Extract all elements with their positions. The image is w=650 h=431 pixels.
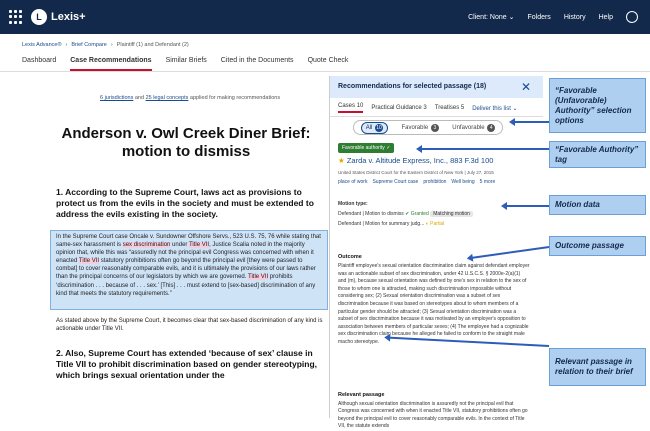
brief-paragraph: As stated above by the Supreme Court, it becomes clear that sex-based discrimination of any kind is actionable under Title VII. bbox=[56, 318, 323, 332]
brief-title: Anderson v. Owl Creek Diner Brief: motion to dismiss bbox=[61, 125, 311, 160]
panel-title: Recommendations for selected passage (18) bbox=[338, 83, 487, 90]
help-link[interactable]: Help bbox=[598, 13, 613, 21]
favorable-authority-badge: Favorable authority ✓ bbox=[338, 143, 394, 153]
section-heading-2: 2. Also, Supreme Court has extended ‘because of sex’ clause in Title VII to prohibit discrimination based on gender stereotyping, which brings sexual orientation under the bbox=[56, 348, 318, 380]
tab-cases[interactable]: Cases 10 bbox=[338, 103, 363, 113]
star-icon: ★ bbox=[338, 156, 345, 165]
section-heading-1: 1. According to the Supreme Court, laws act as provisions to protect us from the evils in the society and must be extended to address the evils existing in the society. bbox=[56, 187, 314, 219]
breadcrumb-brief-compare[interactable]: Brief Compare bbox=[71, 42, 107, 48]
callout-relevant-passage: Relevant passage in relation to their brief bbox=[549, 348, 646, 386]
authority-filter bbox=[353, 120, 503, 135]
filter-unfavorable[interactable]: Unfavorable 4 bbox=[452, 124, 495, 132]
breadcrumb-lexis-advance[interactable]: Lexis Advance® bbox=[22, 42, 62, 48]
app-grid-icon[interactable] bbox=[9, 10, 23, 24]
close-icon[interactable]: ✕ bbox=[520, 80, 531, 94]
court-info: United States District Court for the Eastern District of New York | July 27, 2015 bbox=[338, 170, 494, 175]
applied-filters-note: 6 jurisdictions and 25 legal concepts applied for making recommendations bbox=[100, 95, 281, 101]
outcome-text: Plaintiff employee's sexual orientation discrimination claim against defendant employer was an actionable subset of sex discrimination, under 42 U.S.C.S. § 2000e-2(a)(1) and (m), because sexual orientation was defined by one's sex in relation to the sex of those to whom one is attracted, making such discrimination impossible without considering sex; (2) Sexual orientation discrimination was a subset of sex discrimination because it was based on stereotypes about to whom members of a particular gender should be attracted; (3) Sexual orientation discrimination was a subset of sex discrimination because it was motivated by an employer's opposition to association between members of particular sexes; (4) The employee had a cognizable sex discrimination claim because he alleged he failed to conform to the straight male macho stereotype. bbox=[338, 263, 530, 345]
breadcrumb bbox=[22, 42, 189, 48]
callout-arrow bbox=[513, 121, 549, 123]
legal-concepts-link[interactable]: 25 legal concepts bbox=[145, 95, 189, 101]
top-nav-links bbox=[468, 11, 638, 23]
jurisdictions-link[interactable]: 6 jurisdictions bbox=[100, 95, 134, 101]
case-tags bbox=[338, 179, 495, 185]
tab-divider bbox=[0, 71, 650, 72]
breadcrumb-separator: › bbox=[110, 42, 113, 48]
tag-place-of-work[interactable]: place of work bbox=[338, 179, 368, 185]
recommendations-panel bbox=[329, 76, 542, 430]
folders-link[interactable]: Folders bbox=[527, 13, 551, 21]
outcome-heading: Outcome bbox=[338, 254, 362, 260]
top-navigation-bar bbox=[0, 0, 650, 34]
selected-passage-text[interactable]: In the Supreme Court case Oncale v. Sundowner Offshore Servs., 523 U.S. 75, 76 while stating that same-sex harassment is sex discrimination under Title VII, Justice Scalia noted in the majority opinion that, while this was “assuredly not the principal evil Congress was concerned with when it enacted Title VII statutory prohibitions often go beyond the principal evil [they were passed to combat] to cover reasonably comparable evils, and it is ultimately the provisions of our laws rather than the principal concerns of our legislators by which we are governed. Title VII prohibits ‘discrimination . . . because of . . . sex.’ [This] . . . must extend to [sex-based] discrimination of any kind that meets the statutory requirements.” bbox=[56, 234, 321, 297]
tab-case-recommendations[interactable]: Case Recommendations bbox=[70, 57, 151, 71]
callout-selection-options: “Favorable (Unfavorable) Authority” selection options bbox=[549, 78, 646, 133]
client-selector[interactable]: Client: None ⌄ bbox=[468, 14, 515, 21]
partial-icon: ◐ bbox=[425, 221, 429, 227]
tab-treatises[interactable]: Treatises 5 bbox=[434, 105, 465, 111]
check-circle-icon: ✔ bbox=[405, 211, 410, 217]
relevant-passage-heading: Relevant passage bbox=[338, 392, 385, 398]
motion-row: Defendant | Motion to dismiss ✔ Granted Matching motion bbox=[338, 209, 500, 219]
filter-all[interactable]: All 10 bbox=[361, 122, 388, 134]
callout-arrow bbox=[420, 148, 549, 150]
relevant-passage-text: Although sexual orientation discrimination is assuredly not the principal evil that Congress was concerned with when it enacted Title VII, statutory prohibitions often go beyond the principal evil to cover reasonably comparable evils. In the context of Title VII, the statute extends bbox=[338, 401, 528, 430]
tab-practical-guidance[interactable]: Practical Guidance 3 bbox=[371, 105, 427, 111]
panel-tab-divider bbox=[330, 116, 543, 117]
callout-arrow bbox=[505, 205, 549, 207]
history-link[interactable]: History bbox=[563, 13, 586, 21]
callout-outcome-passage: Outcome passage bbox=[549, 236, 646, 256]
tab-quote-check[interactable]: Quote Check bbox=[307, 57, 349, 64]
callout-favorable-tag: “Favorable Authority” tag bbox=[549, 141, 646, 168]
tag-prohibition[interactable]: prohibition bbox=[423, 179, 447, 185]
motion-row: Defendant | Motion for summary judg... ◐ Partial bbox=[338, 221, 445, 227]
filter-favorable[interactable]: Favorable 3 bbox=[401, 124, 438, 132]
deliver-list-dropdown[interactable]: Deliver this list ⌄ bbox=[472, 105, 518, 112]
case-title-link[interactable]: ★ Zarda v. Altitude Express, Inc., 883 F.3d 100 bbox=[338, 156, 494, 165]
panel-tabs bbox=[338, 103, 518, 113]
breadcrumb-separator: › bbox=[65, 42, 68, 48]
motion-data bbox=[338, 199, 500, 229]
lexis-logo-icon: L bbox=[31, 9, 47, 25]
lexis-logo[interactable]: L Lexis+ bbox=[31, 9, 86, 25]
tag-well-being[interactable]: Well being bbox=[451, 179, 475, 185]
user-icon[interactable] bbox=[626, 11, 638, 23]
motion-type-label: Motion type: bbox=[338, 201, 368, 207]
tab-dashboard[interactable]: Dashboard bbox=[22, 57, 57, 64]
main-tabs bbox=[22, 57, 348, 71]
breadcrumb-current: Plaintiff (1) and Defendant (2) bbox=[116, 42, 189, 48]
tab-similar-briefs[interactable]: Similar Briefs bbox=[165, 57, 207, 64]
tab-cited-in-documents[interactable]: Cited in the Documents bbox=[220, 57, 294, 64]
tag-more[interactable]: 5 more bbox=[479, 179, 496, 185]
tag-supreme-court-case[interactable]: Supreme Court case bbox=[372, 179, 419, 185]
check-icon: ✓ bbox=[386, 145, 391, 151]
panel-header bbox=[330, 76, 543, 98]
callout-motion-data: Motion data bbox=[549, 195, 646, 215]
